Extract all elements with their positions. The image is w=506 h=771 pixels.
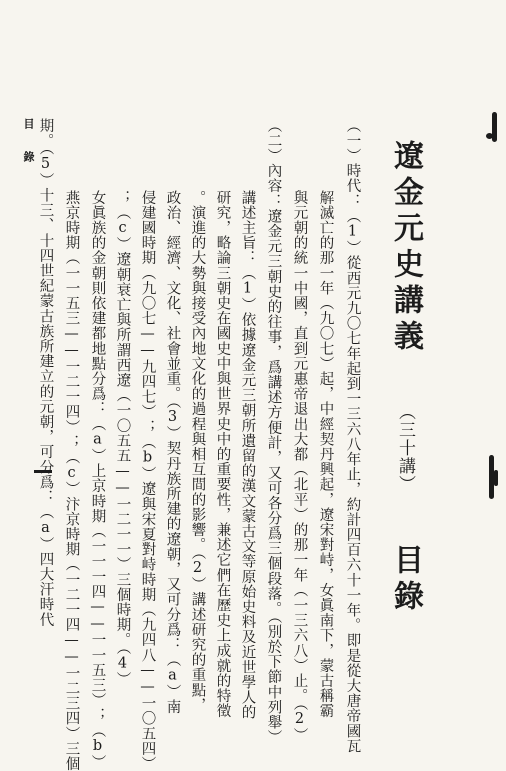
text-column: 研究，略論三朝史在國史中與世界史中的重要性，兼述它們在歷史上成就的特徵 [214,190,231,719]
text-column: 侵建國時期（九〇七——九四七）；（b）遼與宋夏對峙時期（九四八——一〇五四） [139,190,156,771]
text-column: 政治、經濟、文化、社會並重。（3）契丹族所建的遼朝，又可分爲：（a）南 [164,190,181,715]
lecture-count: （三十講） [395,403,415,493]
text-column: 解滅亡的那一年（九〇七）起，中經契丹興起，遼宋對峙，女眞南下，蒙古稱霸 [317,190,334,719]
text-column: 期。（5）十三、十四世紀蒙古族所建立的元朝，可分爲：（a）四大汗時代 [37,118,54,628]
text-column: 講述主旨：（1）依據遼金元三朝所遺留的漢文蒙古文等原始史料及近世學人的 [239,190,256,720]
toc-label: 目錄 [388,544,423,616]
page-title [383,140,427,616]
text-column: 燕京時期（一一五三——一二一四）；（c）汴京時期（一二一四——一二三四）三個 [63,190,80,771]
binding-mark [494,470,498,486]
text-column: （一）時代：（1）從西元九〇七年起到一三六八年止，約計四百六十一年。即是從大唐帝國瓦 [344,118,361,754]
binding-mark [486,133,493,139]
book-title: 遼金元史講義 [388,140,423,356]
text-column: （二）內容：遼金元三朝史的往事，爲講述方便計，又可各分爲三個段落。（別於下節中列舉） [265,118,282,745]
text-column: 女眞族的金朝則依建都地點分爲：（a）上京時期（一一一四——一一五三）；（b） [89,190,106,770]
margin-label: 目錄 [22,118,35,184]
text-column: 與元朝的統一中國，直到元惠帝退出大都（北平）的那一年（一三六八）止。（2） [291,190,308,743]
binding-mark [492,112,497,142]
text-column: 。演進的大勢與接受內地文化的過程與相互間的影響。（2）講述研究的重點， [189,190,206,713]
text-column: ；（c）遼朝衰亡與所謂西遼（一〇五五——一二一一）三個時期。（4） [114,190,131,688]
